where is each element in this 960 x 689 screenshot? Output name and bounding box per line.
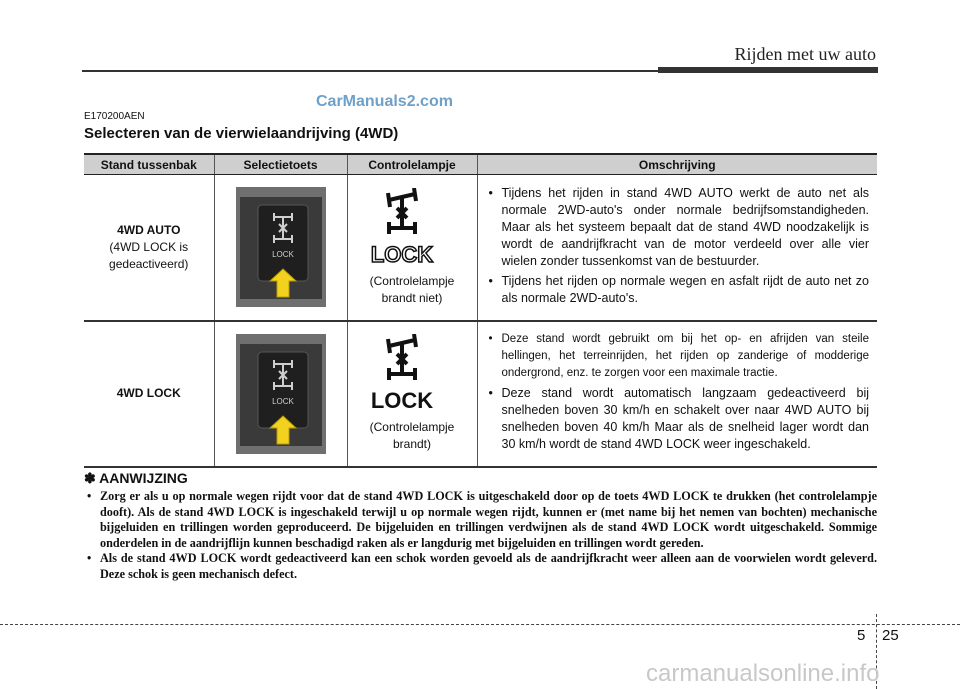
lamp-lock-text: LOCK xyxy=(370,241,434,267)
description-cell xyxy=(477,321,877,467)
description-item: • Deze stand wordt gebruikt om bij het op- en afrijden van steile hellingen, het terreinrijden, het rijden op zanderige of modderige ondergrond, enz. te zorgen voor een maximale tractie. xyxy=(486,331,870,382)
header-rule xyxy=(82,70,658,72)
chapter-title: Rijden met uw auto xyxy=(734,44,876,64)
watermark-top: CarManuals2.com xyxy=(316,93,453,110)
lamp-caption: (Controlelampje xyxy=(369,420,455,434)
page-number: 25 xyxy=(882,627,899,644)
lamp-caption: (Controlelampje xyxy=(369,273,455,288)
mode-title: 4WD AUTO xyxy=(117,222,181,237)
note-item: • Zorg er als u op normale wegen rijdt voor dat de stand 4WD LOCK is uitgeschakeld door op de toets 4WD LOCK te drukken (het controlelampje dooft). Als de stand 4WD LOCK is ingeschakeld terwijl u op normale wegen rijdt, kunnen er (met name bij het nemen van bochten) mechanische bijgeluiden en trillingen worden geproduceerd. De bijgeluiden en trillingen verdwijnen als de stand 4WD LOCK wordt uitgeschakeld. Sommige onderdelen in de aandrijflijn kunnen beschadigd raken als er langdurig met bijgeluiden en trillingen wordt gereden. xyxy=(84,489,877,551)
lamp-caption: brandt) xyxy=(392,437,432,451)
mode-subtitle: gedeactiveerd) xyxy=(109,256,189,271)
section-heading: Selecteren van de vierwielaandrijving (4WD) xyxy=(84,125,399,142)
lamp-lock-text: LOCK xyxy=(370,388,434,413)
description-item: • Tijdens het rijden op normale wegen en asfalt rijdt de auto net zo als normale 2WD-auto's. xyxy=(486,273,870,307)
mode-title: 4WD LOCK xyxy=(116,386,181,400)
description-cell xyxy=(477,175,877,321)
watermark-bottom: carmanualsonline.info xyxy=(646,660,880,687)
mode-subtitle: (4WD LOCK is xyxy=(109,239,189,254)
header-bar xyxy=(658,67,878,73)
button-cell xyxy=(214,175,347,321)
col-header-button: Selectietoets xyxy=(214,154,347,175)
4wd-lock-lamp-icon xyxy=(367,188,457,268)
button-cell xyxy=(214,321,347,467)
lamp-cell xyxy=(347,321,477,467)
4wd-lock-button-image xyxy=(236,187,326,307)
section-number: 5 xyxy=(857,627,866,644)
lamp-caption: brandt niet) xyxy=(381,290,443,305)
col-header-description: Omschrijving xyxy=(477,154,877,175)
4wd-table xyxy=(84,153,877,468)
description-item: • Tijdens het rijden in stand 4WD AUTO werkt de auto net als normale 2WD-auto's onder normale bedrijfsomstandigheden. Maar als het systeem bepaalt dat de stand 4WD noodzakelijk is wordt de aandrijfkracht van de motor verdeeld over alle vier wielen zonder tussenkomst van de bestuurder. xyxy=(486,185,870,270)
note-title: ✽ AANWIJZING xyxy=(84,470,188,486)
4wd-lock-button-image xyxy=(236,334,326,454)
description-item: • Deze stand wordt automatisch langzaam gedeactiveerd bij snelheden boven 30 km/h en schakelt over naar 4WD AUTO bij snelheden boven 40 km/h Maar als de snelheid lager wordt dan 30 km/h wordt de stand 4WD LOCK weer ingeschakeld. xyxy=(486,385,870,453)
mode-cell xyxy=(84,175,214,321)
table-row xyxy=(84,321,877,467)
col-header-lamp: Controlelampje xyxy=(347,154,477,175)
button-label: LOCK xyxy=(271,396,294,406)
section-code: E170200AEN xyxy=(84,111,145,122)
footer-rule xyxy=(0,624,960,625)
table-row xyxy=(84,175,877,321)
col-header-mode: Stand tussenbak xyxy=(84,154,214,175)
button-label: LOCK xyxy=(271,250,294,260)
note-item: • Als de stand 4WD LOCK wordt gedeactiveerd kan een schok worden gevoeld als de aandrijfkracht weer alleen aan de voorwielen wordt geleverd. Deze schok is geen mechanisch defect. xyxy=(84,551,877,582)
table-header-row xyxy=(84,154,877,175)
note-list xyxy=(84,489,877,582)
mode-cell xyxy=(84,321,214,467)
4wd-lock-lamp-icon xyxy=(367,334,457,414)
lamp-cell xyxy=(347,175,477,321)
